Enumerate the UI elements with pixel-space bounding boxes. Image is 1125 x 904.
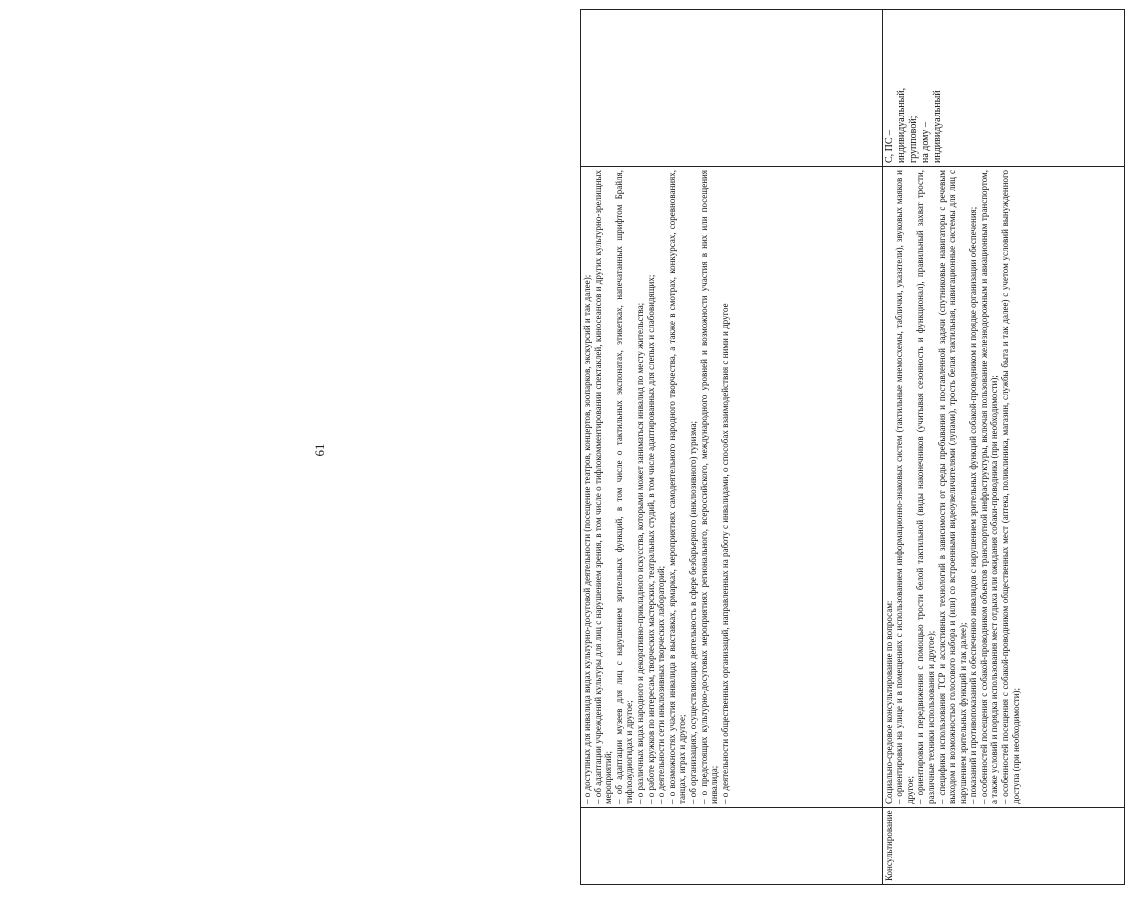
- form-line: индивидуальный: [931, 90, 943, 163]
- form-line: на дому –: [919, 121, 931, 163]
- service-content-cell: [882, 167, 1124, 808]
- content-item: – ориентировки и передвижения с помощью трости белой тактильной (виды наконечников (учитывая сезонность и функционал), правильный захват трости, различные техники использования и другое);: [915, 170, 936, 804]
- content-item: – об адаптации учреждений культуры для лиц с нарушением зрения, в том числе о тифлокомментировании спектаклей, киносеансов и других культурно-зрелищных мероприятий;: [592, 170, 614, 804]
- form-line: групповой;: [907, 115, 919, 163]
- content-item: – о доступных для инвалида видах культурно-досуговой деятельности (посещение театров, концертов, зоопарков, экскурсий и так далее);: [582, 274, 592, 804]
- form-line: С, ПС –: [883, 129, 895, 163]
- content-item: – ориентировки на улице и в помещениях с использованием информационно-знаковых систем (тактильные мнемосхемы, таблички, указатели), звуковых маяков и другое;: [894, 170, 915, 804]
- service-content-cell: [581, 167, 883, 808]
- content-item: – о деятельности сети инклюзивных творческих лабораторий;: [656, 565, 667, 804]
- service-form-cell: [581, 10, 883, 167]
- content-item: Социально-средовое консультирование по вопросам:: [883, 600, 894, 804]
- content-item: – специфики использования ТСР и ассистивных технологий в зависимости от среды пребывания и поставленной задачи (спутниковые навигаторы с речевым выходом и возможностью голосового набора и (или) со встроенными видеоувеличителями (лупами), трость белая тактильная, навигационные системы для лиц с нарушением зрительных функций и так далее);: [936, 170, 968, 804]
- content-item: – особенностей посещения с собакой-проводником общественных мест (аптека, поликлиника, магазин, службы быта и так далее) с учетом условий вынужденного доступа (при необходимости);: [1000, 170, 1021, 804]
- table-row: [581, 10, 883, 885]
- form-line: индивидуальный,: [895, 87, 907, 163]
- content-item: – об адаптации музеев для лиц с нарушением зрительных функций, в том числе о тактильных экспонатах, этикетках, напечатанных шрифтом Брайля, тифлоаудиогидах и другое;: [613, 170, 635, 804]
- rotated-table-wrapper: [580, 19, 1125, 885]
- content-item: – особенностей посещения с собакой-проводником объектов транспортной инфраструктуры, включая пользование железнодорожным и авиационным транспортом, а также условий и порядка использования мест отдыха или ожидания собаки-проводника (при необходимости);: [978, 170, 1000, 804]
- service-name-cell: Консультирование: [882, 808, 1124, 885]
- page-number: 61: [312, 443, 327, 457]
- content-item: – о предстоящих культурно-досуговых мероприятиях регионального, всероссийского, международного уровней и возможности участия в них или посещения инвалида;: [698, 170, 720, 804]
- content-item: – показаний и противопоказаний к обеспечению инвалидов с нарушением зрительных функций собакой-проводником и порядке организации обеспечения;: [968, 206, 979, 804]
- services-table: [580, 9, 1125, 885]
- content-item: – о работе кружков по интересам, творческих мастерских, театральных студий, в том числе адаптированных для слепых и слабовидящих;: [645, 274, 656, 804]
- content-item: – об организациях, осуществляющих деятельность в сфере безбарьерного (инклюзивного) туризма;: [687, 421, 698, 804]
- content-item: – о возможностях участия инвалида в выставках, ярмарках, мероприятиях самодеятельного народного творчества, а также в смотрах, конкурсах, соревнованиях, танцах, играх и другое;: [666, 170, 688, 804]
- service-form-cell: [882, 10, 1124, 167]
- table-row: [882, 10, 1124, 885]
- content-item: – о различных видах народного и декоративно-прикладного искусства, которыми может заниматься инвалид по месту жительства;: [634, 302, 645, 804]
- content-item: – о деятельности общественных организаций, направленных на работу с инвалидами, о способах взаимодействия с ними и другое: [719, 303, 730, 804]
- service-name-cell: [581, 808, 883, 885]
